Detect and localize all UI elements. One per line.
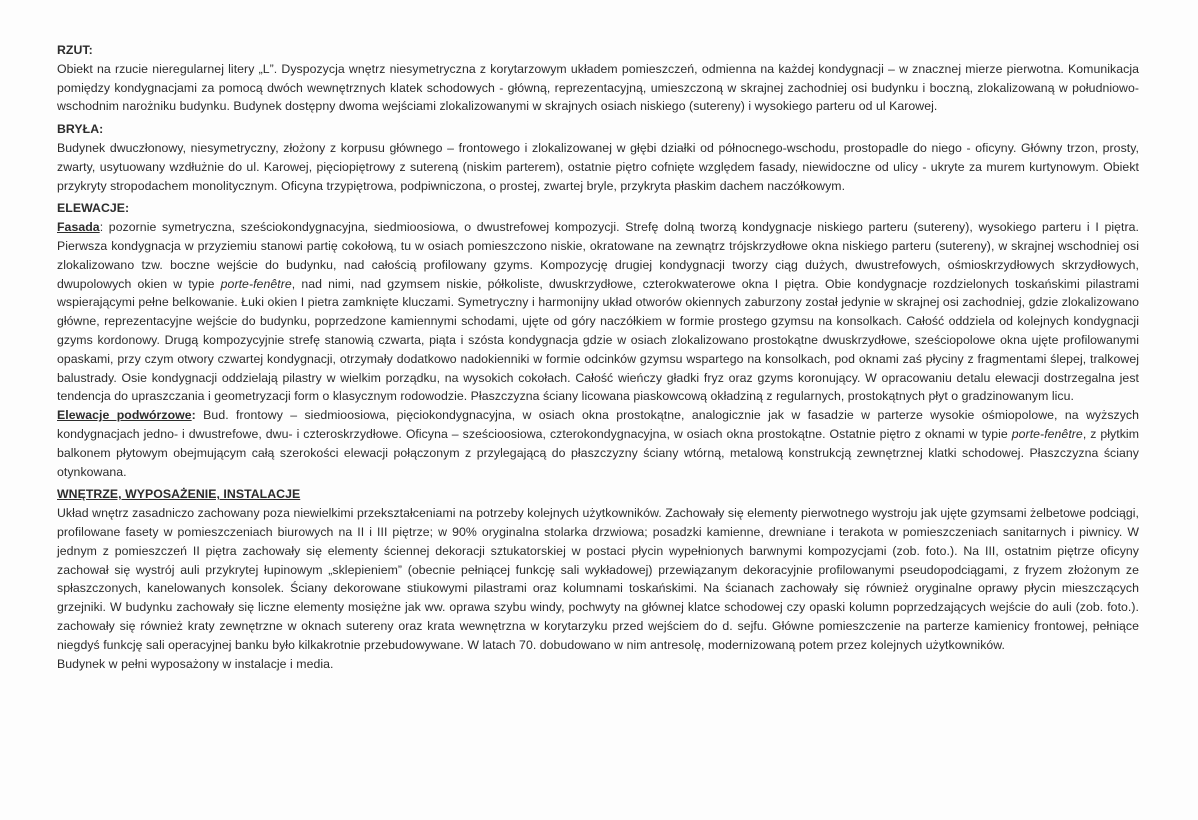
fasada-text-part-1: : pozornie symetryczna, sześciokondygnacyjna, siedmioosiowa, o dwustrefowej kompozycji. Strefę dolną tworzą kondygnacje niskiego parteru (sutereny), wysokiego parteru i I piętra. Pierwsza kondygnacja w przyziemiu stanowi partię cokołową, tu w osiach pomieszczono niskie, okratowane na zewnątrz trójskrzydłowe okna niskiego parteru (sutereny), w skrajnej wschodniej osi zlokalizowano tzw. boczne wejście do budynku, nad całością profilowany gzyms. Kompozycję drugiej kondygnacji tworzy ciąg dużych, dwustrefowych, ośmioskrzydłowych skrzydłowych, dwupolowych okien w typie [57,220,1139,291]
paragraph-bryla: Budynek dwuczłonowy, niesymetryczny, złożony z korpusu głównego – frontowego i zlokalizowanej w głębi działki od północnego-wschodu, prostopadle do niego - oficyny. Główny trzon, prosty, zwarty, usytuowany wzdłużnie do ul. Karowej, pięciopiętrowy z sutereną (niskim parterem), ostatnie piętro cofnięte względem fasady, niewidoczne od ulicy - ukryte za murem kurtynowym. Obiekt przykryty stropodachem monolitycznym. Oficyna trzypiętrowa, podpiwniczona, o prostej, zwartej bryle, przykryta płaskim dachem naczółkowym. [57,140,1139,193]
paragraph-rzut: Obiekt na rzucie nieregularnej litery „L”. Dyspozycja wnętrz niesymetryczna z korytarzowym układem pomieszczeń, odmienna na każdej kondygnacji – w znacznej mierze pierwotna. Komunikacja pomiędzy kondygnacjami za pomocą dwóch wewnętrznych klatek schodowych - główną, reprezentacyjną, umieszczoną w skrajnej zachodniej osi budynku i boczną, zlokalizowaną w południowo-wschodnim narożniku budynku. Budynek dostępny dwoma wejściami zlokalizowanymi w skrajnych osiach niskiego (sutereny) i wysokiego parteru od ul Karowej. [57,61,1139,114]
section-title-rzut: RZUT: [57,43,93,57]
paragraph-elewacje-podworzowe [57,406,1139,481]
section-elewacje [57,199,1139,481]
section-title-wnetrze: WNĘTRZE, WYPOSAŻENIE, INSTALACJE [57,487,301,502]
podworzowe-text-part-1: Bud. frontowy – siedmioosiowa, pięciokondygnacyjna, w osiach okna prostokątne, analogicznie jak w fasadzie w parterze wysokie ośmiopolowe, na wyższych kondygnacjach jedno- i dwustrefowe, dwu- i czteroskrzydłowe. Oficyna – sześcioosiowa, czterokondygnacyjna, w osiach okna prostokątne. Ostatnie piętro z oknami w typie [57,408,1139,441]
section-bryla [57,120,1139,195]
fasada-italic-term: porte-fenêtre [220,276,292,291]
section-title-bryla: BRYŁA: [57,122,104,137]
document-body [57,41,1139,673]
subheading-colon: : [191,408,196,423]
section-wnetrze [57,485,1139,673]
paragraph-wnetrze: Układ wnętrz zasadniczo zachowany poza niewielkimi przekształceniami na potrzeby kolejnych użytkowników. Zachowały się elementy pierwotnego wystroju jak ujęte gzymsami żelbetowe podciągi, profilowane fasety w pomieszczeniach biurowych na II i III piętrze; w 90% oryginalna stolarka drzwiowa; posadzki kamienne, drewniane i terakota w pomieszczeniach sanitarnych i piwnicy. W jednym z pomieszczeń II piętra zachowały się elementy ściennej dekoracji sztukatorskiej w postaci płycin wypełnionych barwnymi kompozycjami (zob. foto.). Na III, ostatnim piętrze oficyny zachował się wystrój auli przykrytej łupinowym „sklepieniem” (obecnie pełniącej funkcję sali wykładowej) przewiązanym dekoracyjnie profilowanymi pseudopodciągami, z fryzem złożonym ze spłaszczonych, kanelowanych konsolek. Ściany dekorowane stiukowymi pilastrami oraz kolumnami toskańskimi. Na ścianach zachowały się również oryginalne oprawy płycin mieszczących grzejniki. W budynku zachowały się liczne elementy mosiężne jak ww. oprawa szybu windy, pochwyty na głównej klatce schodowej czy opaski kolumn poprzedzających wejście do auli (zob. foto.). zachowały się również kraty zewnętrzne w oknach sutereny oraz krata wewnętrzna w korytarzyku przed wejściem do d. sejfu. Główne pomieszczenie na parterze kamienicy frontowej, pełniące niegdyś funkcję sali operacyjnej banku było kilkakrotnie przebudowywane. W latach 70. dobudowano w nim antresolę, modernizowaną potem przez kolejnych użytkowników. [57,506,1139,652]
subheading-fasada: Fasada [57,220,100,235]
fasada-text-part-2: , nad nimi, nad gzymsem niskie, półkoliste, dwuskrzydłowe, czterokwaterowe okna I piętra. Obie kondygnacje rozdzielonych toskańskimi pilastrami wspierającymi pełne belkowanie. Łuki okien I pietra zamknięte kluczami. Symetryczny i harmonijny układ otworów okiennych zaburzony został jedynie w skrajnej osi zachodniej, gdzie zlokalizowano główne, reprezentacyjne wejście do budynku, poprzedzone kamiennymi schodami, ujęte od góry naczółkiem w formie prostego gzymsu na konsolkach. Całość oddziela od kolejnych kondygnacji gzyms kordonowy. Drugą kompozycyjnie strefę stanowią czwarta, piąta i szósta kondygnacja gdzie w osiach zlokalizowano prostokątne dwuskrzydłowe, sześciopolowe okna ujęte profilowanymi opaskami, przy czym otwory czwartej kondygnacji, otrzymały dodatkowo nadokienniki w formie odcinków gzymsu wspartego na konsolkach, pod oknami zaś płyciny z fragmentami ślepej, tralkowej balustrady. Osie kondygnacji oddzielają pilastry w wielkim porządku, na wysokich cokołach. Całość wieńczy gładki fryz oraz gzyms koronujący. W opracowaniu detalu elewacji dostrzegalna jest tendencja do upraszczania i geometryzacji form o klasycznym rodowodzie. Płaszczyzna ściany licowana piaskowcową okładziną z regularnych, prostokątnych płyt o gradzinowanym licu. [57,276,1139,404]
subheading-elewacje-podworzowe: Elewacje podwórzowe [57,408,192,423]
section-title-elewacje: ELEWACJE: [57,201,130,216]
paragraph-closing: Budynek w pełni wyposażony w instalacje i media. [57,656,334,671]
paragraph-fasada [57,218,1139,406]
podworzowe-text-part-2: , z płytkim balkonem płytowym obejmującym całą szerokości elewacji połączonym z przylegającą do płaszczyzny ściany wtórną, metalową konstrukcją zewnętrznej klatki schodowej. Płaszczyzna ściany otynkowana. [57,426,1139,479]
section-rzut [57,41,1139,116]
podworzowe-italic-term: porte-fenêtre [1011,426,1083,441]
